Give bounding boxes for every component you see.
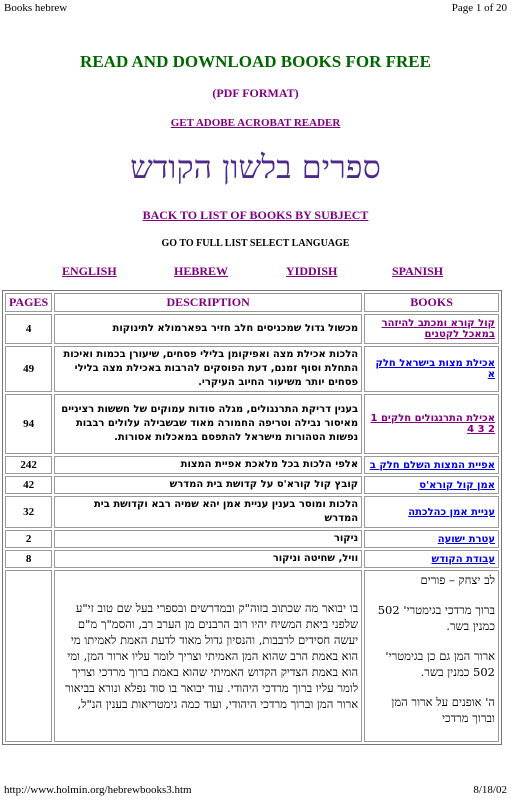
pages-cell: 4: [5, 314, 52, 344]
description-cell: הלכות ומוסר בענין עניית אמן יהא שמיה רבא וקדושת בית המדרש: [54, 496, 362, 528]
page-subtitle: (PDF FORMAT): [212, 86, 299, 100]
pages-cell: 32: [5, 496, 52, 528]
book-note-line: ארור המן גם כן בגימטרי' 502 כמנין בשר.: [385, 649, 495, 679]
book-link[interactable]: עטרת ישועה: [437, 533, 495, 545]
header-pages: PAGES: [5, 293, 52, 312]
book-cell: [364, 476, 499, 494]
book-cell: [364, 346, 499, 392]
table-row: [5, 394, 499, 454]
table-row: [5, 456, 499, 474]
description-cell: וויל, שחיטה וניקור: [54, 550, 362, 568]
back-to-list-link[interactable]: BACK TO LIST OF BOOKS BY SUBJECT: [142, 208, 369, 222]
pages-cell-empty: [5, 570, 52, 742]
book-cell: [364, 314, 499, 344]
header-books: BOOKS: [364, 293, 499, 312]
book-cell: [364, 496, 499, 528]
book-link[interactable]: קול קורא ומכתב להיזהר במאכל לקטנים: [381, 318, 495, 340]
hebrew-title: ספרים בלשון הקודש: [130, 148, 381, 186]
book-note-line: ה' אופנים על ארור המן וברוך מרדכי: [391, 695, 495, 725]
table-row: [5, 496, 499, 528]
pages-cell: 49: [5, 346, 52, 392]
language-link-english[interactable]: ENGLISH: [62, 264, 117, 278]
acrobat-link-container: [0, 117, 511, 129]
table-row-extended: [5, 570, 499, 742]
print-footer-url: http://www.holmin.org/hebrewbooks3.htm: [4, 784, 192, 796]
table-header-row: [5, 293, 499, 312]
pages-cell: 8: [5, 550, 52, 568]
book-link[interactable]: אפיית המצות השלם חלק ב: [369, 459, 495, 471]
pages-cell: 94: [5, 394, 52, 454]
description-cell: קובץ קול קורא'ס על קדושת בית המדרש: [54, 476, 362, 494]
description-cell: בו יבואר מה שכתוב בזוה"ק ובמדרשים ובספרי בעל שם טוב זי"ע שלפני ביאת המשיח יהיו רוב הרבנים מן הערב רב, והסמ"ך מ"ם יעשה חסידים לרבבות, והנסיון גדול מאוד לדעת האמת לאמיתו מי הוא באמת הרב שהוא המן האמיתי וצריך לומר עליו ארור המן, ומי הוא באמת הצדיק הקדוש האמיתי שהוא באמת ברוך מרדכי וצריך לומר עליו ברוך מרדכי היהודי. עוד יבואר בו סוד נפלא ונורא בביאור ארור המן וברוך מרדכי היהודי, ועוד כמה גימטריאות בענין הנ"ל,: [54, 570, 362, 742]
go-to-list-label: GO TO FULL LIST SELECT LANGUAGE: [161, 238, 350, 249]
book-link[interactable]: אכילת התרנגולים חלקים 1 2 3 4: [370, 413, 495, 435]
book-link[interactable]: אכילת מצות בישראל חלק א: [375, 358, 495, 380]
header-description: DESCRIPTION: [54, 293, 362, 312]
book-notes-cell: [364, 570, 499, 742]
pages-cell: 242: [5, 456, 52, 474]
language-link-spanish[interactable]: SPANISH: [392, 264, 444, 278]
language-link-yiddish[interactable]: YIDDISH: [286, 264, 338, 278]
print-footer: [4, 784, 507, 796]
description-cell: מכשול גדול שמכניסים חלב חזיר בפארמולא לתינוקות: [54, 314, 362, 344]
print-footer-date: 8/18/02: [473, 784, 507, 796]
description-cell: הלכות אכילת מצה ואפיקומן בלילי פסחים, שיעורן בכמות ואיכות התחלת וסוף זמנם, דעת הפוסקים להרבות באכילת מצה בלילי פסחים יותר משיעור החיוב העיקרי.: [54, 346, 362, 392]
pages-cell: 42: [5, 476, 52, 494]
back-link-container: [0, 208, 511, 223]
book-note-line: ברוך מרדכי בגימטרי' 502 כמנין בשר.: [377, 603, 495, 633]
book-link[interactable]: אמן קול קורא'ס: [419, 479, 495, 491]
table-row: [5, 530, 499, 548]
table-row: [5, 314, 499, 344]
table-row: [5, 550, 499, 568]
print-header-page: Page 1 of 20: [451, 2, 507, 14]
book-cell: [364, 394, 499, 454]
description-cell: ניקור: [54, 530, 362, 548]
print-header: [4, 2, 507, 14]
page-title: READ AND DOWNLOAD BOOKS FOR FREE: [80, 52, 431, 71]
print-header-title: Books hebrew: [4, 2, 68, 14]
description-cell: אלפי הלכות בכל מלאכת אפיית המצות: [54, 456, 362, 474]
description-cell: בענין דריקת התרנגולים, מגלה סודות עמוקים של חששות רציניים מאיסור נבילה וטריפה החמורה מאוד שבשבילה עלולים רבבות נפשות הטהורות מישראל להתפסם במאכלות אסורות.: [54, 394, 362, 454]
table-row: [5, 476, 499, 494]
books-table: [2, 290, 502, 745]
table-row: [5, 346, 499, 392]
acrobat-link[interactable]: GET ADOBE ACROBAT READER: [170, 117, 341, 129]
book-link[interactable]: עניית אמן כהלכתה: [408, 506, 495, 518]
book-cell: [364, 530, 499, 548]
book-cell: [364, 550, 499, 568]
pages-cell: 2: [5, 530, 52, 548]
book-note-line: לב יצחק – פורים: [420, 573, 495, 587]
book-cell: [364, 456, 499, 474]
book-link[interactable]: עבודת הקודש: [431, 553, 495, 565]
language-link-hebrew[interactable]: HEBREW: [174, 264, 229, 278]
